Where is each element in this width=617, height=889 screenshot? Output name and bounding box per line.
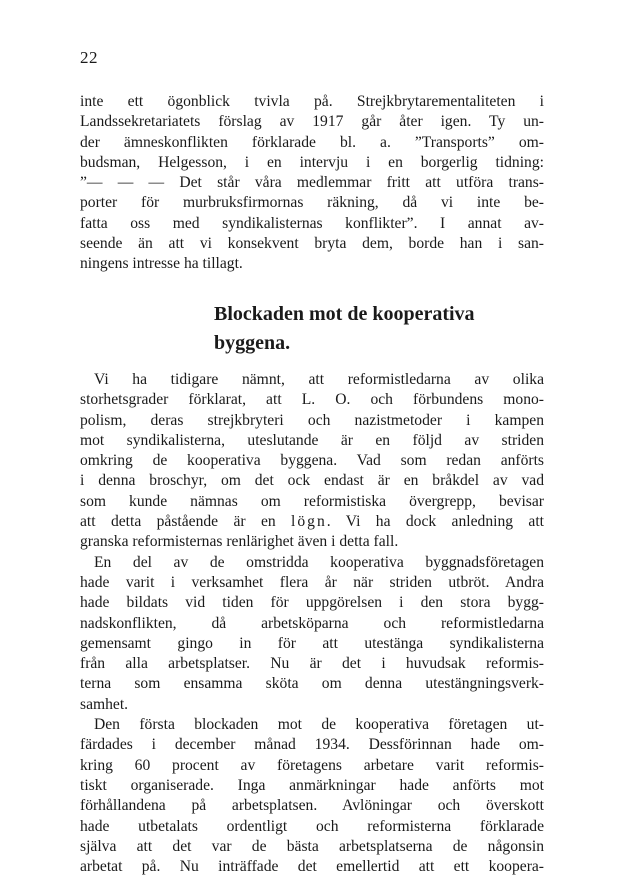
heading-line: Blockaden mot de kooperativa <box>214 303 475 325</box>
text-line: gemensamt gingo in för att utestänga syndikalisterna <box>80 634 544 652</box>
text-line: budsman, Helgesson, i en intervju i en borgerlig tidning: <box>80 153 544 171</box>
text-line: seende än att vi konsekvent bryta dem, borde han i san- <box>80 235 544 253</box>
text-line: från alla arbetsplatser. Nu är det i huvudsak reformis- <box>80 655 544 673</box>
text-line: hade utbetalats ordentligt och reformisterna förklarade <box>80 817 544 835</box>
text-line: terna som ensamma sköta om denna utestängningsverk- <box>80 675 544 693</box>
body-text <box>80 370 544 877</box>
text-line: hade varit i verksamhet flera år när striden utbröt. Andra <box>80 573 544 591</box>
text-line: mot syndikalisterna, uteslutande är en följd av striden <box>80 431 544 449</box>
text-line: inte ett ögonblick tvivla på. Strejkbrytarementaliteten i <box>80 93 544 110</box>
text-line: tiskt organiserade. Inga anmärkningar hade anförts mot <box>80 776 544 794</box>
text-line: storhetsgrader förklarat, att L. O. och förbundens mono- <box>80 391 544 409</box>
heading-line: byggena. <box>214 332 291 354</box>
text-line: fatta oss med syndikalisternas konflikter”. I annat av- <box>80 214 544 232</box>
text-line: Landssekretariatets förslag av 1917 går åter igen. Ty un- <box>80 113 544 131</box>
text-line: polism, deras strejkbryteri och nazistmetoder i kampen <box>80 411 544 429</box>
text-line: En del av de omstridda kooperativa byggnadsföretagen <box>94 553 544 571</box>
text-line: arbetat på. Nu inträffade det emellertid att ett koopera- <box>80 858 544 876</box>
text-line: Vi ha tidigare nämnt, att reformistledarna av olika <box>94 371 544 388</box>
text-line: granska reformisternas renlärighet även i detta fall. <box>80 533 399 551</box>
text-line: omkring de kooperativa byggena. Vad som redan anförts <box>80 452 544 470</box>
text-line: hade bildats vid tiden för uppgörelsen i den stora bygg- <box>80 594 544 612</box>
text-line: själva att det var de bästa arbetsplatserna de någonsin <box>80 837 544 855</box>
text-line: färdades i december månad 1934. Dessförinnan hade om- <box>80 736 544 754</box>
text-line: ningens intresse ha tillagt. <box>80 255 243 273</box>
text-fragment: . Vi ha dock anledning att <box>326 513 544 531</box>
text-line: nadskonflikten, då arbetsköparna och reformistledarna <box>80 614 544 632</box>
text-fragment: att detta påstående är en <box>80 513 292 531</box>
text-line: samhet. <box>80 695 129 713</box>
section-heading <box>214 300 544 358</box>
text-line: ”— — — Det står våra medlemmar fritt att utföra trans- <box>80 174 544 192</box>
text-line: kring 60 procent av företagens arbetare varit reformis- <box>80 756 544 774</box>
text-line: Den första blockaden mot de kooperativa företagen ut- <box>94 716 544 734</box>
text-line: som kunde nämnas om reformistiska övergrepp, bevisar <box>80 492 544 510</box>
text-line: porter för murbruksfirmornas räkning, då vi inte be- <box>80 194 544 212</box>
emphasized-word: lögn <box>291 513 327 531</box>
text-line: der ämneskonflikten förklarade bl. a. ”Transports” om- <box>80 133 544 151</box>
text-line <box>80 512 544 532</box>
text-line: i denna broschyr, om det ock endast är en bråkdel av vad <box>80 472 544 490</box>
page-number: 22 <box>80 48 98 67</box>
text-line: förhållandena på arbetsplatsen. Avlöningar och överskott <box>80 797 544 815</box>
top-paragraph <box>80 92 544 275</box>
